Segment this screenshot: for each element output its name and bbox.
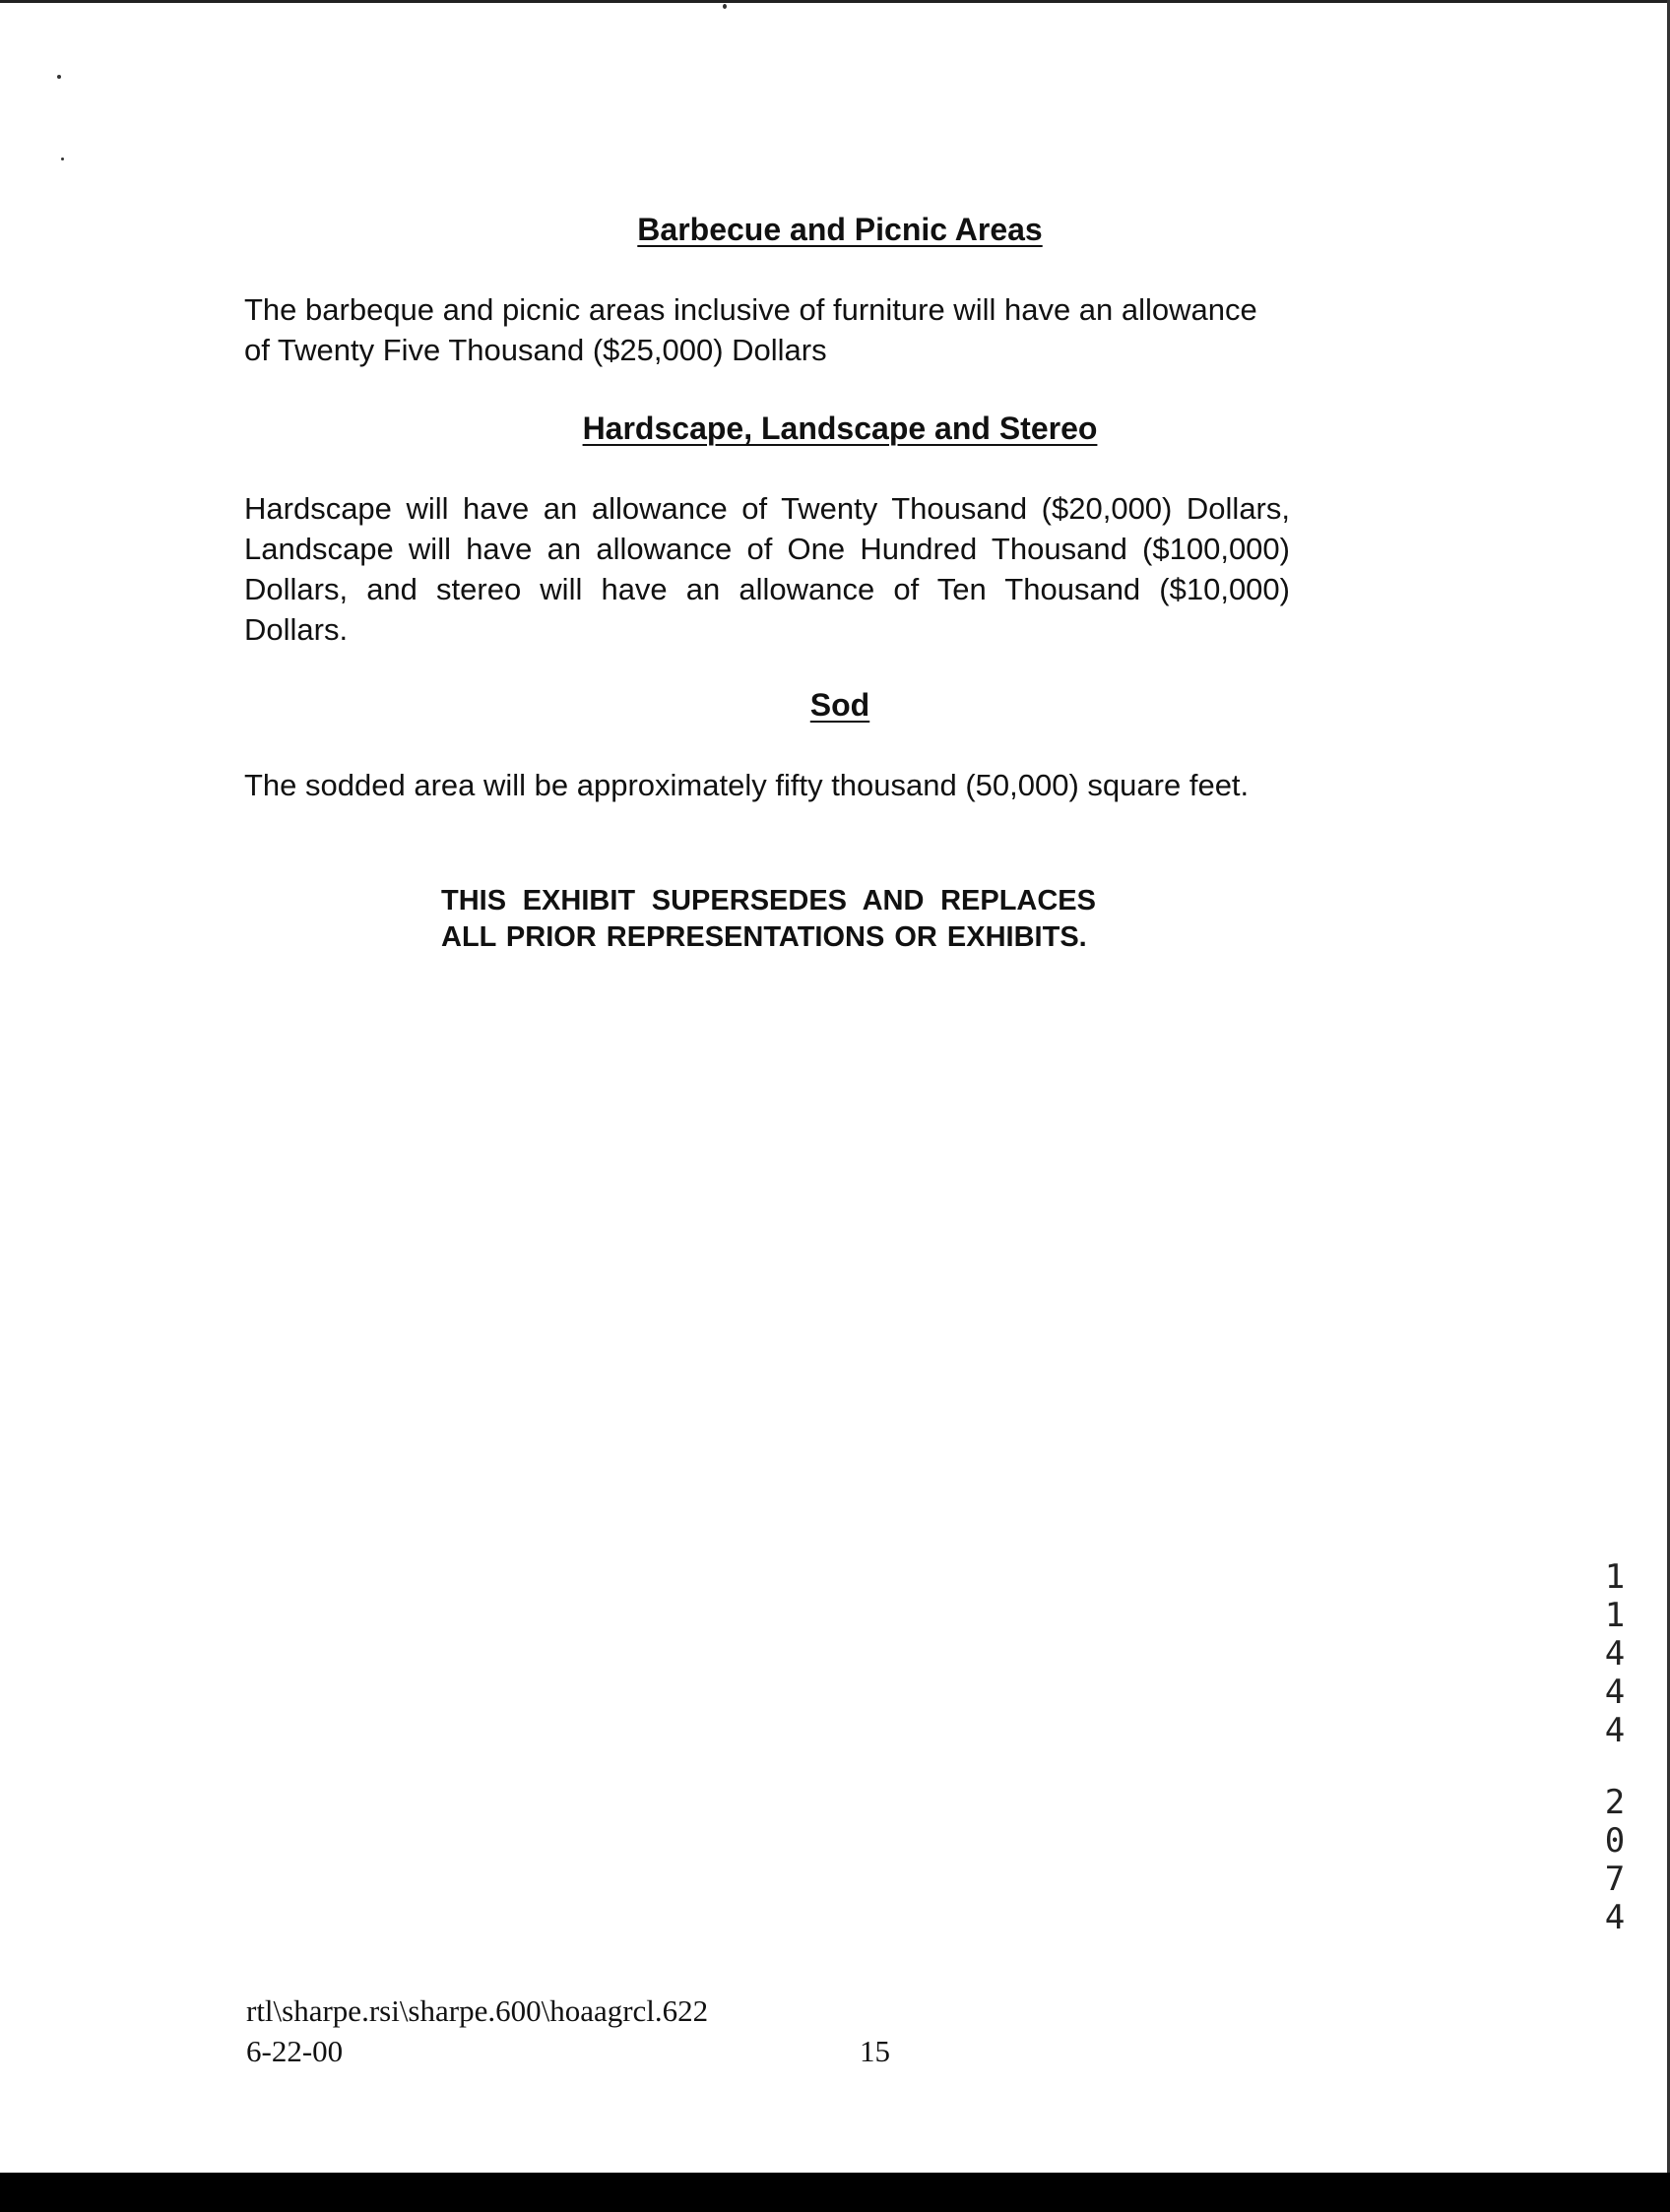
stamp-digit: 0: [1604, 1821, 1626, 1861]
section-text-barbecue: The barbeque and picnic areas inclusive of furniture will have an allowance of Twenty Five Thousand ($25,000) Dollars: [244, 292, 1257, 367]
footer-file-path: rtl\sharpe.rsi\sharpe.600\hoaagrcl.622: [246, 1993, 709, 2028]
stamp-digit: 1: [1604, 1557, 1626, 1597]
section-heading-sod: Sod: [809, 687, 870, 723]
scan-speck: [723, 4, 727, 9]
stamp-digit: 1: [1604, 1596, 1626, 1635]
page-top-edge: [0, 0, 1670, 3]
section-heading-hardscape: Hardscape, Landscape and Stereo: [582, 411, 1098, 446]
scan-speck: [57, 75, 61, 79]
stamp-digit: 4: [1604, 1673, 1626, 1712]
stamp-digit: 4: [1604, 1634, 1626, 1674]
section-text-hardscape: Hardscape will have an allowance of Twenty Thousand ($20,000) Dollars, Landscape will have an allowance of One Hundred Thousand ($100,000) Dollars, and stereo will have an allowance of Ten Thousand ($10,000) Dollars.: [244, 491, 1290, 647]
stamp-digit: 4: [1604, 1898, 1626, 1937]
section-heading-barbecue: Barbecue and Picnic Areas: [637, 212, 1043, 247]
stamp-digit: 7: [1604, 1860, 1626, 1899]
exhibit-notice: THIS EXHIBIT SUPERSEDES AND REPLACES ALL PRIOR REPRESENTATIONS OR EXHIBITS.: [441, 885, 1096, 953]
stamp-digit: 2: [1604, 1783, 1626, 1822]
scan-bottom-edge: [0, 2173, 1670, 2212]
scan-speck: [61, 158, 64, 160]
section-text-sod: The sodded area will be approximately fifty thousand (50,000) square feet.: [244, 768, 1250, 802]
footer-date: 6-22-00: [246, 2034, 344, 2068]
page-number: 15: [860, 2034, 890, 2068]
stamp-digit: 4: [1604, 1711, 1626, 1750]
document-number-stamp: [1595, 1558, 1635, 1937]
